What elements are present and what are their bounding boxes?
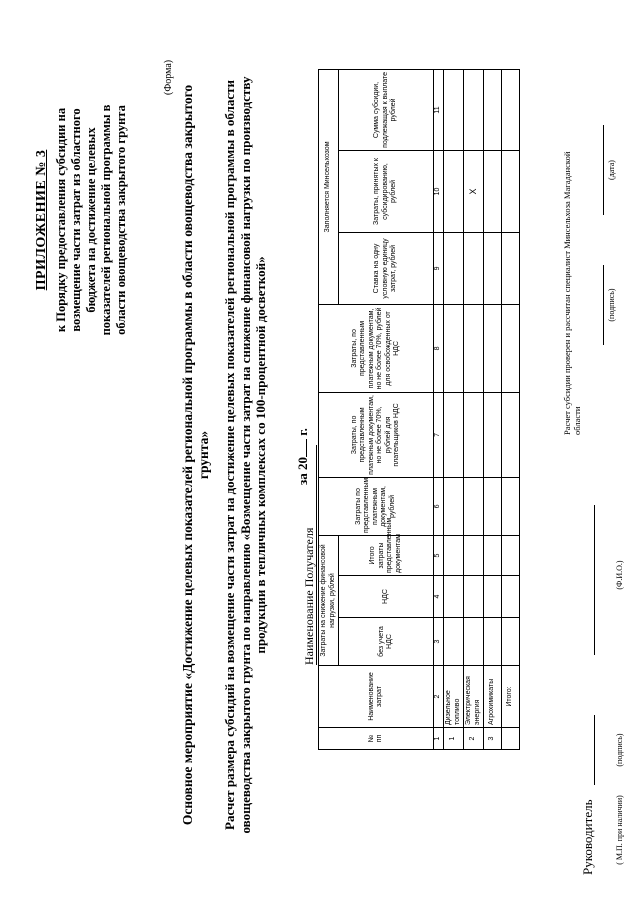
row-num <box>502 728 520 750</box>
check-signature-caption: (подпись) <box>607 288 616 322</box>
cell <box>464 304 484 392</box>
column-number: 9 <box>434 232 444 304</box>
cell <box>464 69 484 150</box>
table-row-total <box>502 69 520 749</box>
column-number: 6 <box>434 477 444 535</box>
cell <box>484 150 502 232</box>
cell <box>464 576 484 618</box>
cell <box>484 576 502 618</box>
header-costs-70-vat-exempt: Затраты, по представленным платежным документам, но не более 70%, рублей для освобожденных от НДС <box>319 304 434 392</box>
header-costs-70-vat-payers: Затраты, по представленным платежным документам, но не более 70%, рублей для плательщиков НДС <box>319 392 434 477</box>
row-name: Итого: <box>502 666 520 728</box>
form-label: (Форма) <box>163 59 174 95</box>
row-num: 2 <box>464 728 484 750</box>
appendix-line: области овощеводства закрытого грунта <box>114 105 128 335</box>
cell <box>464 477 484 535</box>
year-blank <box>294 439 307 457</box>
header-row-1 <box>319 69 339 749</box>
cell <box>444 576 464 618</box>
cell <box>464 535 484 575</box>
header-without-vat: без учета НДС <box>339 618 434 666</box>
check-signature-line <box>603 265 604 345</box>
recipient-line <box>316 445 317 665</box>
cell <box>444 618 464 666</box>
row-name: Электрическая энергия <box>464 666 484 728</box>
header-total-docs: Итого затраты представленным документам <box>339 535 434 575</box>
column-number: 3 <box>434 618 444 666</box>
period-suffix: г. <box>295 428 310 436</box>
fio-caption: (Ф.И.О.) <box>615 560 624 590</box>
period-line <box>294 428 311 485</box>
header-costs-docs: Затраты по представленным платежным документам, рублей <box>319 477 434 535</box>
cell <box>444 304 464 392</box>
column-number: 10 <box>434 150 444 232</box>
x-mark-cell: X <box>464 150 484 232</box>
column-number: 2 <box>434 666 444 728</box>
stamp-caption: ( М.П. при наличии) <box>615 795 624 865</box>
column-number: 1 <box>434 728 444 750</box>
table-row <box>444 69 464 749</box>
check-note: Расчет субсидии проверен и рассчитан специалист Минсельхоза Магаданской области <box>562 151 582 435</box>
cell <box>502 232 520 304</box>
subtitle: Расчет размера субсидий на возмещение части затрат на достижение целевых показателей региональной программы в области овощеводства закрытого грунта по направлению «Возмещение части затрат на снижение финансовой нагрузки по производству продукции в тепличных комплексах со 100-процентной досветкой» <box>222 76 268 834</box>
cell <box>444 150 464 232</box>
main-title: Основное мероприятие «Достижение целевых показателей региональной программы в области овощеводства закрытого грунта» <box>180 84 211 826</box>
recipient-label: Наименование Получателя <box>302 527 316 665</box>
appendix-line: к Порядку предоставления субсидии на <box>54 107 68 333</box>
row-name: Дизельное топливо <box>444 666 464 728</box>
header-subsidy: Сумма субсидии, подлежащая к выплате рублей <box>339 69 434 150</box>
cell <box>444 535 464 575</box>
calculation-table <box>318 69 520 750</box>
cell <box>502 535 520 575</box>
head-label: Руководитель <box>580 799 595 875</box>
cell <box>484 304 502 392</box>
appendix-line: возмещение части затрат из областного <box>69 108 83 332</box>
table-row <box>464 69 484 749</box>
column-number: 11 <box>434 69 444 150</box>
cell <box>484 618 502 666</box>
cell <box>484 535 502 575</box>
cell <box>464 618 484 666</box>
row-name: Агрохимикаты <box>484 666 502 728</box>
period-year: 20 <box>295 457 310 471</box>
header-rate: Ставка на одну условную единицу затрат, рублей <box>339 232 434 304</box>
date-caption: (дата) <box>607 160 616 180</box>
appendix-reference <box>54 55 129 385</box>
cell <box>502 392 520 477</box>
column-number: 7 <box>434 392 444 477</box>
table-row <box>484 69 502 749</box>
cell <box>464 232 484 304</box>
row-num: 3 <box>484 728 502 750</box>
header-vat: НДС <box>339 576 434 618</box>
column-number: 5 <box>434 535 444 575</box>
cell <box>502 150 520 232</box>
head-signature-line <box>594 715 595 785</box>
signature-caption: (подпись) <box>615 733 624 767</box>
appendix-header <box>34 55 129 385</box>
header-name: Наименование затрат <box>319 666 434 728</box>
header-accepted: Затраты, принятых к субсидированию, рублей <box>339 150 434 232</box>
cell <box>444 232 464 304</box>
row-num: 1 <box>444 728 464 750</box>
cell <box>502 304 520 392</box>
column-number: 8 <box>434 304 444 392</box>
cell <box>502 477 520 535</box>
cell <box>502 618 520 666</box>
column-number: 4 <box>434 576 444 618</box>
cell <box>484 392 502 477</box>
appendix-line: бюджета на достижение целевых <box>84 127 98 313</box>
head-fio-line <box>594 505 595 655</box>
header-ministry-group: Заполняется Минсельхозом <box>319 69 339 304</box>
cell <box>444 69 464 150</box>
header-num: № пп <box>319 728 434 750</box>
check-date-line <box>603 125 604 215</box>
appendix-title: ПРИЛОЖЕНИЕ № 3 <box>34 149 49 291</box>
header-financial-group: Затраты на снижение финансовой нагрузки, рублей <box>319 535 339 665</box>
column-number-row <box>434 69 444 749</box>
cell <box>444 392 464 477</box>
cell <box>464 392 484 477</box>
cell <box>484 69 502 150</box>
cell <box>502 576 520 618</box>
cell <box>484 232 502 304</box>
cell <box>502 69 520 150</box>
appendix-line: показателей региональной программы в <box>99 104 113 336</box>
cell <box>444 477 464 535</box>
period-prefix: за <box>295 473 310 485</box>
cell <box>484 477 502 535</box>
